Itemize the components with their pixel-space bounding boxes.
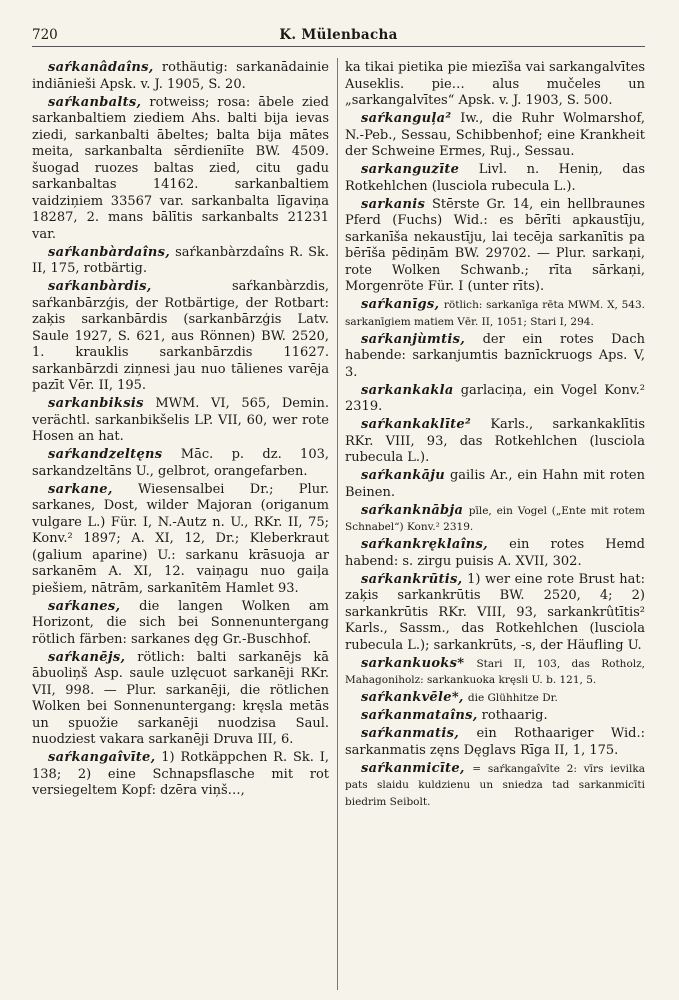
entry-text: Livl. n. Heniņ, das Rotkehlchen (lusciola rubecula L.).: [345, 162, 645, 194]
entry-headword: sarkanis: [361, 196, 426, 212]
dictionary-entry: [32, 482, 329, 598]
entry-headword: saŕkanmicīte,: [361, 760, 465, 776]
dictionary-entry: [345, 572, 645, 655]
entry-headword: saŕkankvēle*,: [361, 690, 464, 705]
entry-headword: saŕkandzeltęns: [48, 447, 163, 462]
entry-text: rötlich: sarkanīga rēta MWM. X, 543. sarkanīgiem matiem Vēr. II, 1051; Stari I, 294.: [345, 299, 645, 328]
entry-text: der ein rotes Dach habende: sarkanjumtis baznīckruogs Aps. V, 3.: [345, 331, 645, 380]
dictionary-entry: [345, 297, 645, 330]
entry-headword: sarkanguzīte: [361, 162, 460, 177]
entry-headword: saŕkanējs,: [48, 649, 126, 665]
entry-text: Stērste Gr. 14, ein hellbraunes Pferd (Fuchs) Wid.: es bērīti apkaustīju, sarkanīša nekaustīju, lai tecēja sarkanītis pa bērīša pēdiņām BW. 29702. — Plur. sarkaņi, rote Wolken Schwanb.; rīta sārkaņi, Morgenröte Für. I (unter rīts).: [345, 196, 645, 294]
dictionary-entry: [32, 279, 329, 395]
dictionary-entry: [345, 726, 645, 759]
entry-text: garlaciņa, ein Vogel Konv.² 2319.: [345, 382, 645, 414]
dictionary-entry: [32, 650, 329, 749]
entry-headword: saŕkanbàrdis,: [48, 279, 152, 294]
entry-text: Wiesensalbei Dr.; Plur. sarkanes, Dost, wilder Majoran (origanum vulgare L.) Für. I, N.-Autz n. U., RKr. II, 75; Konv.² 1897; A. XI, 12, Dr.; Kleberkraut (galium aparine) U.: sarkanu krāsuoja ar sarkanēm A. XI, 12. vaiņagu nuo gaiļa piešiem, nātrām, sarkanītēm Hamlet 93.: [32, 481, 329, 596]
dictionary-entry: [345, 162, 645, 195]
dictionary-entry: [32, 95, 329, 244]
entry-text: die Glühhitze Dr.: [467, 692, 558, 704]
entry-headword: saŕkankrūtis,: [361, 571, 463, 587]
entry-text: Iw., die Ruhr Wolmarshof, N.-Peb., Sessau, Schibbenhof; eine Krankheit der Schweine Ermes, Ruj., Sessau.: [345, 111, 645, 159]
dictionary-entry: [32, 245, 329, 278]
dictionary-entry: [345, 690, 645, 707]
right-column: [345, 60, 645, 990]
page-number: 720: [32, 27, 58, 43]
page-header: [32, 26, 645, 47]
entry-headword: saŕkanes,: [48, 598, 121, 614]
entry-text: saŕkanbàrzdaîns R. Sk. II, 175, rotbärtig.: [32, 244, 329, 276]
entry-text: ein Rothaariger Wid.: sarkanmatis zęns Dęglavs Rīga II, 1, 175.: [345, 726, 645, 758]
entry-headword: saŕkanmatis,: [361, 726, 460, 741]
entry-text: rötlich: balti sarkanējs kā ābuoliņš Asp. saule uzlęcuot sarkanēji RKr. VII, 998. — Plur. sarkanēji, die rötlichen Wolken bei Sonnenuntergang: kręsla metās un spuožie sarkanēji nuodzisa Saul. nuodziest vakara sarkanēji Druva III, 6.: [32, 649, 329, 747]
dictionary-entry: [32, 60, 329, 93]
entry-text: 1) Rotkäppchen R. Sk. I, 138; 2) eine Schnapsflasche mit rot versiegeltem Kopf: dzēra viņš…,: [32, 750, 329, 798]
dictionary-entry: [345, 708, 645, 725]
entry-headword: saŕkanbàrdaîns,: [48, 244, 171, 260]
entry-text: rothaarig.: [481, 708, 548, 723]
dictionary-entry: [345, 417, 645, 467]
dictionary-entry: [345, 111, 645, 161]
dictionary-entry: [345, 503, 645, 536]
entry-text: die langen Wolken am Horizont, die sich bei Sonnenuntergang rötlich färben: sarkanes dęg Gr.-Buschhof.: [32, 598, 329, 647]
entry-headword: saŕkanguļa²: [361, 111, 452, 126]
entry-text: Stari II, 103, das Rotholz, Mahagoniholz: sarkankuoka kręsli U. b. 121, 5.: [345, 657, 645, 686]
column-divider: [337, 58, 338, 990]
entry-text: saŕkanbàrzdis, saŕkanbārzģis, der Rotbärtige, der Rotbart: zaķis sarkanbārdis (sarkanbārzģis Latv. Saule 1927, S. 621, aus Rönnen) BW. 2520, 1. krauklis sarkanbārzdis 11627. sarkanbārzdi ziņnesi jau nuo tālienes varēja pazīt Vēr. II, 195.: [32, 279, 329, 393]
dictionary-entry: [32, 599, 329, 649]
entry-headword: saŕkankaklīte²: [361, 417, 471, 432]
entry-text: rothäutig: sarkanādainie indiānieši Apsk. v. J. 1905, S. 20.: [32, 60, 329, 92]
dictionary-entry: [345, 332, 645, 382]
entry-text: rotweiss; rosa: ābele zied sarkanbaltiem ziediem Ahs. balti bija ievas ziedi, sarkanbalti ābeltes; balta bija mātes meita, sarkanbalta sērdieniīte BW. 4509. šuogad ruozes baltas zied, citu gadu sarkanbaltas 14162. sarkanbaltiem vaidziņiem 33567 var. sarkanbalta līgaviņa 18287, 2. mans bālītis sarkanbalts 21231 var.: [32, 94, 329, 242]
entry-headword: saŕkangaîvīte,: [48, 750, 156, 765]
entry-text: pīle, ein Vogel („Ente mit rotem Schnabel“) Konv.² 2319.: [345, 504, 645, 533]
entry-text: ein rotes Hemd habend: s. zirgu puisis A. XVII, 302.: [345, 537, 645, 569]
entry-text: ka tikai pietika pie miezīša vai sarkangalvītes Auseklis. pie… alus mučeles un „sarkangalvītes“ Apsk. v. J. 1903, S. 500.: [345, 60, 645, 108]
dictionary-entry: [345, 468, 645, 501]
entry-text: Māc. p. dz. 103, sarkandzeltāns U., gelbrot, orangefarben.: [32, 447, 329, 479]
dictionary-entry: [32, 396, 329, 446]
entry-headword: sarkane,: [48, 481, 113, 497]
entry-headword: saŕkankāju: [361, 468, 446, 483]
entry-headword: sarkankakla: [361, 382, 454, 398]
entry-headword: saŕkanknābja: [361, 502, 464, 518]
entry-headword: saŕkankręklaîns,: [361, 537, 489, 552]
entry-headword: saŕkanīgs,: [361, 297, 440, 312]
entry-headword: saŕkanjùmtis,: [361, 331, 466, 347]
entry-headword: sarkankuoks*: [361, 655, 465, 671]
running-head: K. Mülenbacha: [279, 27, 398, 43]
entry-text: = saŕkangaîvīte 2: vīrs ievilka pats slaidu kuldzienu un sniedza tad sarkanmicīti biedrim Seibolt.: [345, 762, 645, 808]
entry-headword: saŕkanbalts,: [48, 94, 142, 110]
entry-text: Karls., sarkankaklītis RKr. VIII, 93, das Rotkehlchen (lusciola rubecula L.).: [345, 417, 645, 465]
entry-text: MWM. VI, 565, Demin. verächtl. sarkanbikšelis LP. VII, 60, wer rote Hosen an hat.: [32, 396, 329, 444]
dictionary-entry: [345, 761, 645, 811]
dictionary-entry: [32, 750, 329, 800]
dictionary-entry: [345, 197, 645, 296]
entry-text: 1) wer eine rote Brust hat: zaķis sarkankrūtis BW. 2520, 4; 2) sarkankrūtis RKr. VIII, 93, sarkankrûtītis² Karls., Sassm., das Rotkehlchen (lusciola rubecula L.); sarkankrūts, -s, der Häufling U.: [345, 571, 645, 653]
entry-headword: saŕkanmataîns,: [361, 708, 478, 723]
dictionary-entry: [345, 537, 645, 570]
left-column: [32, 60, 329, 990]
entry-headword: saŕkanâdaîns,: [48, 60, 154, 75]
entry-headword: sarkanbiksis: [48, 396, 144, 411]
dictionary-entry: [345, 383, 645, 416]
dictionary-entry: [32, 447, 329, 480]
dictionary-entry: [345, 60, 645, 110]
dictionary-entry: [345, 656, 645, 689]
entry-text: gailis Ar., ein Hahn mit roten Beinen.: [345, 468, 645, 500]
